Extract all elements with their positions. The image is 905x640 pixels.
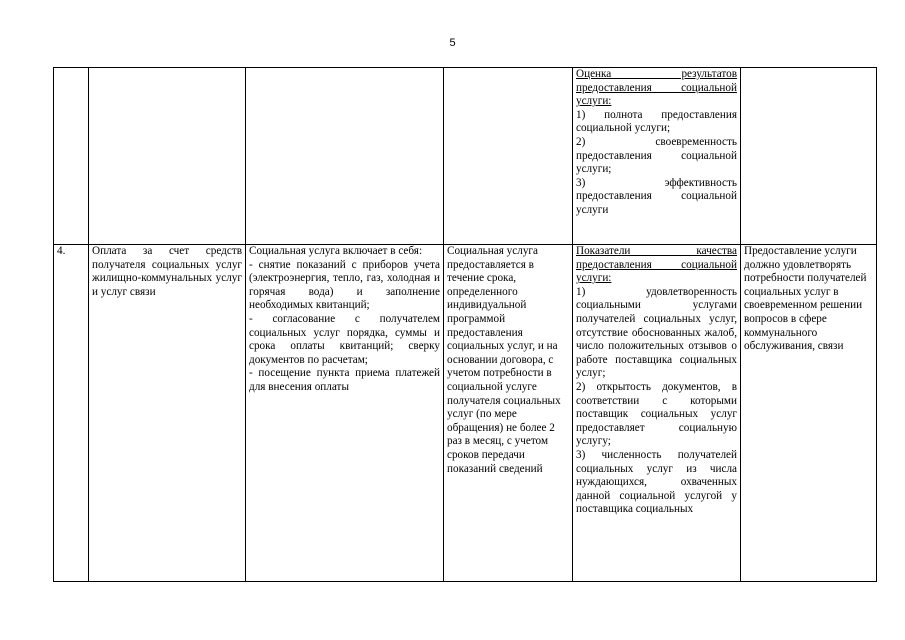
evaluation-item: 2) своевременность предоставления социальной услуги; [576, 135, 737, 176]
description-item: - согласование с получателем социальных услуг порядка, суммы и срока оплаты квитанций; сверку документов по расчетам; [249, 312, 440, 366]
row-number-cell [54, 68, 89, 245]
service-timing-cell [444, 68, 573, 245]
description-item: - посещение пункта приема платежей для внесения оплаты [249, 367, 440, 393]
conditions-cell [741, 68, 877, 245]
evaluation-item: 1) полнота предоставления социальной услуги; [576, 108, 737, 135]
quality-heading: Показатели качества предоставления социальной услуги: [576, 245, 737, 285]
service-timing-cell: Социальная услуга предоставляется в течение срока, определенного индивидуальной программой предоставления социальных услуг, и на основании договора, с учетом потребности в социальной услуге получателя социальных услуг (по мере обращения) не более 2 раз в месяц, с учетом сроков передачи показаний сведений [444, 245, 573, 582]
service-description-cell [246, 245, 444, 582]
quality-item: 1) удовлетворенность социальными услугами получателей социальных услуг, отсутствие обоснованных жалоб, число положительных отзывов о работе поставщика социальных услуг; [576, 285, 737, 380]
description-item: - снятие показаний с приборов учета (электроэнергия, тепло, газ, холодная и горячая вода) и заполнение необходимых квитанций; [249, 258, 440, 312]
evaluation-cell [573, 68, 741, 245]
quality-item: 3) численность получателей социальных услуг из числа нуждающихся, охваченных данной социальной услугой у поставщика социальных [576, 448, 737, 516]
description-intro: Социальная услуга включает в себя: [249, 245, 423, 257]
service-description-cell [246, 68, 444, 245]
table-row [54, 245, 877, 582]
quality-cell [573, 245, 741, 582]
evaluation-item: 3) эффективность предоставления социальной услуги [576, 176, 737, 216]
conditions-cell: Предоставление услуги должно удовлетворять потребности получателей социальных услуг в своевременном решении вопросов в сфере коммунального обслуживания, связи [741, 245, 877, 582]
row-number-cell: 4. [54, 245, 89, 582]
page-number: 5 [449, 37, 456, 49]
evaluation-heading: Оценка результатов предоставления социальной услуги: [576, 68, 737, 108]
quality-item: 2) открытость документов, в соответствии с которыми поставщик социальных услуг предоставляет социальную услугу; [576, 380, 737, 448]
services-table [53, 67, 877, 582]
service-name-cell [89, 68, 246, 245]
service-name-cell: Оплата за счет средств получателя социальных услуг жилищно-коммунальных услуг и услуг связи [89, 245, 246, 582]
table-row [54, 68, 877, 245]
